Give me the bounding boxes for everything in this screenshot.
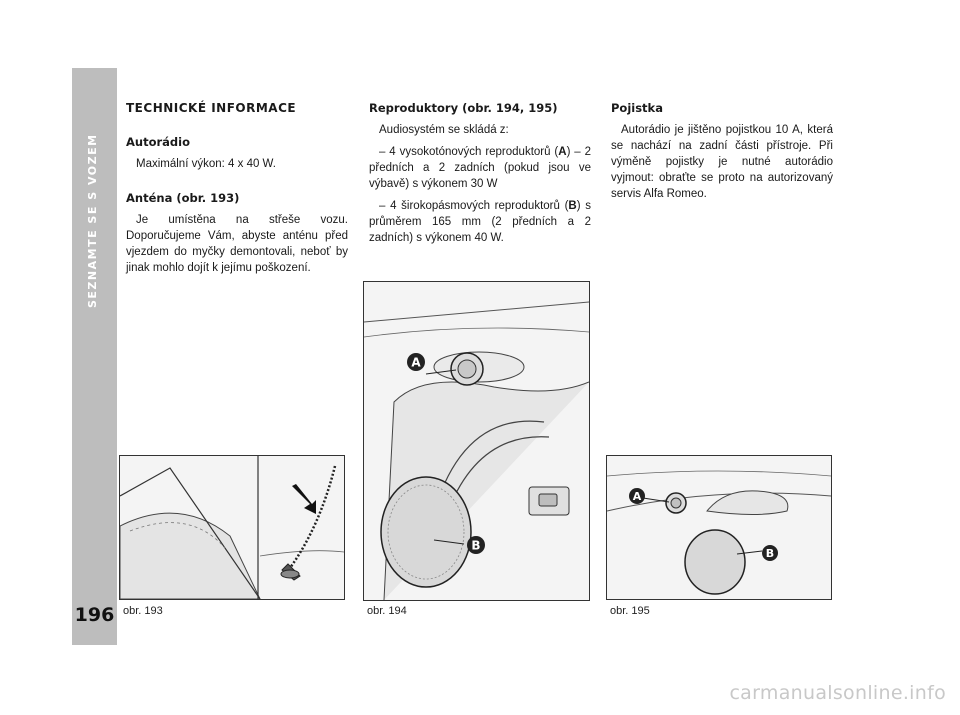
watermark: carmanualsonline.info: [729, 682, 946, 704]
speakers-tweeters: – 4 vysokotónových reproduktorů (A) – 2 předních a 2 zadních (pokud jsou ve výbavě) s výkonem 30 W: [369, 146, 591, 190]
antenna-heading: Anténa (obr. 193): [126, 191, 240, 205]
door-speakers-illustration: [364, 282, 589, 600]
antenna-text: Je umístěna na střeše vozu. Doporučujeme Vám, abyste anténu před vjezdem do myčky demontovali, neboť by jinak mohlo dojít k jejímu poškození.: [126, 214, 348, 274]
figure-194-door-speakers: [363, 281, 590, 601]
caption-195: obr. 195: [610, 605, 650, 617]
figure-193-antenna: [119, 455, 345, 600]
caption-194: obr. 194: [367, 605, 407, 617]
antenna-illustration: [120, 456, 344, 599]
column-fuse: [611, 100, 833, 208]
rear-speakers-illustration: [607, 456, 831, 599]
column-technical-info: [126, 100, 348, 282]
sidebar: [72, 68, 117, 645]
speakers-woofers: – 4 širokopásmových reproduktorů (B) s průměrem 165 mm (2 předních a 2 zadních) s výkonem 40 W.: [369, 200, 591, 244]
radio-text: Maximální výkon: 4 x 40 W.: [136, 158, 276, 170]
figure-195-rear-speakers: [606, 455, 832, 600]
caption-193: obr. 193: [123, 605, 163, 617]
fuse-heading: Pojistka: [611, 101, 663, 115]
label-b: B: [471, 538, 481, 553]
page-number: 196: [74, 604, 115, 626]
label-a: A: [632, 490, 642, 503]
main-heading: TECHNICKÉ INFORMACE: [126, 101, 297, 115]
section-title: SEZNAMTE SE S VOZEM: [86, 133, 99, 308]
speakers-intro: Audiosystém se skládá z:: [379, 124, 509, 136]
speakers-heading: Reproduktory (obr. 194, 195): [369, 101, 558, 115]
column-speakers: [369, 100, 591, 252]
label-a: A: [411, 355, 421, 370]
fuse-text: Autorádio je jištěno pojistkou 10 A, která se nachází na zadní části přístroje. Při výměně pojistky je nutné autorádio vyjmout: obraťte se proto na autorizovaný servis Alfa Romeo.: [611, 124, 833, 200]
label-b: B: [765, 547, 775, 560]
radio-heading: Autorádio: [126, 135, 190, 149]
